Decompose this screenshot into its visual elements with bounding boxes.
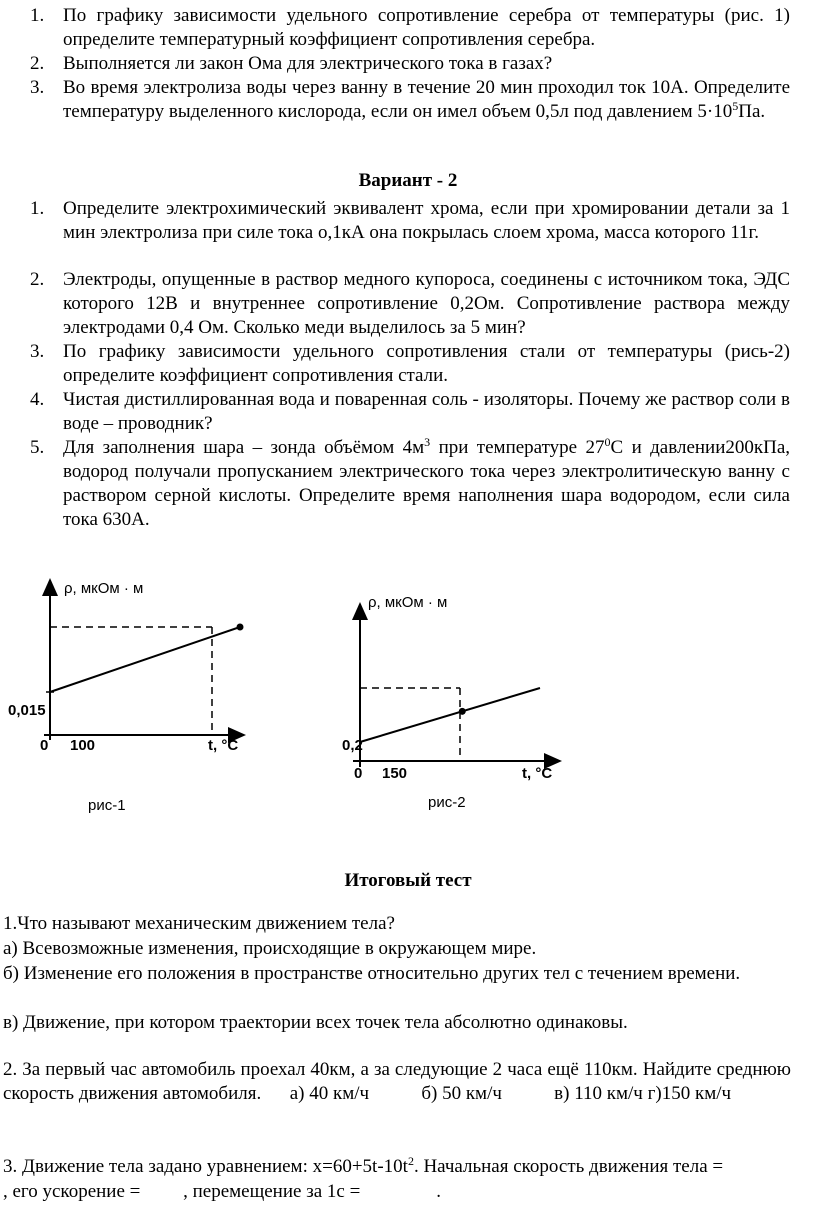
list-text: По графику зависимости удельного сопротивления стали от температуры (рись-2) определите коэффициент сопротивления стали. — [63, 341, 790, 386]
xlabel: t, °C — [208, 737, 239, 754]
list-text: Определите электрохимический эквивалент хрома, если при хромировании детали за 1 мин электролиза при силе тока о,1кА она покрылась слоем хрома, масса которого 11г. — [63, 198, 790, 243]
q2-option-b: б) 50 км/ч — [421, 1083, 502, 1104]
x-tick-label-0: 0 — [40, 737, 49, 754]
list-number: 5. — [30, 437, 45, 458]
list-text: Чистая дистиллированная вода и поваренная соль - изоляторы. Почему же раствор соли в воде – проводник? — [63, 389, 790, 434]
xlabel: t, °C — [522, 765, 553, 782]
caption: рис-2 — [428, 794, 466, 811]
ylabel: ρ, мкОм · м — [64, 580, 144, 597]
variant-2-title: Вариант - 2 — [358, 170, 458, 191]
series-line — [360, 688, 540, 742]
list-number: 1. — [30, 5, 45, 26]
q3-displacement-label: , перемещение за 1с = — [183, 1181, 361, 1202]
list-number: 3. — [30, 77, 45, 98]
q1-option-a: а) Всевозможные изменения, происходящие в окружающем мире. — [3, 938, 537, 959]
q1-question: 1.Что называют механическим движением тела? — [3, 913, 395, 934]
caption: рис-1 — [88, 797, 126, 814]
ylabel: ρ, мкОм · м — [368, 594, 448, 611]
x-tick-label-0: 0 — [354, 765, 363, 782]
list-number: 3. — [30, 341, 45, 362]
list-number: 4. — [30, 389, 45, 410]
q2-option-d: г)150 км/ч — [647, 1083, 732, 1104]
q3-line-1: 3. Движение тела задано уравнением: $х=60+5t-10t^2$. Начальная скорость движения тела = — [3, 1154, 724, 1177]
q3-accel-label: , его ускорение = — [3, 1181, 141, 1202]
list-number: 2. — [30, 269, 45, 290]
list-number: 2. — [30, 53, 45, 74]
list-text: Электроды, опущенные в раствор медного купороса, соединены с источником тока, ЭДС которого 12В и внутреннее сопротивление 0,2Ом. Сопротивление раствора между электродами 0,4 Ом. Сколько меди выделилось за 5 мин? — [63, 269, 790, 338]
q2-option-a: а) 40 км/ч — [289, 1083, 370, 1104]
series-line — [50, 627, 240, 692]
q2-option-c: в) 110 км/ч — [554, 1083, 643, 1104]
q2-block — [3, 1058, 791, 1106]
final-test-title: Итоговый тест — [344, 870, 472, 891]
chart-fig-2 — [320, 585, 580, 825]
y-tick-label: 0,015 — [8, 702, 46, 719]
q1-option-b: б) Изменение его положения в пространстве относительно других тел с течением времени. — [3, 963, 741, 984]
list-text: Для заполнения шара – зонда объёмом $4м^3$ при температуре $27^0С$ и давлении200кПа, водород получали пропусканием электрического тока через электролитическую ванну с раствором серной кислоты. Определите время наполнения шара водородом, если сила тока 630А. — [63, 435, 791, 530]
q2-text: 2. За первый час автомобиль проехал 40км, а за следующие 2 часа ещё 110км. Найдите среднюю скорость движения автомобиля. — [3, 1059, 791, 1104]
x-tick-label-150: 150 — [382, 765, 408, 782]
q3-line-2: , его ускорение = , перемещение за 1с = . — [3, 1181, 442, 1202]
chart-fig-1 — [0, 560, 300, 830]
y-tick-label: 0,2 — [342, 737, 363, 754]
list-text: Во время электролиза воды через ванну в течение 20 мин проходил ток 10А. Определите температуру выделенного кислорода, если он имел объем 0,5л под давлением $5\cdot 10^5Па$. — [63, 77, 790, 122]
q1-option-c: в) Движение, при котором траектории всех точек тела абсолютно одинаковы. — [3, 1012, 628, 1033]
marked-point — [237, 624, 244, 631]
x-tick-label-100: 100 — [70, 737, 96, 754]
list-text: Выполняется ли закон Ома для электрического тока в газах? — [63, 53, 553, 74]
list-number: 1. — [30, 198, 45, 219]
list-text: По графику зависимости удельного сопротивление серебра от температуры (рис. 1) определите температурный коэффициент сопротивления серебра. — [63, 5, 790, 50]
marked-point — [459, 708, 466, 715]
